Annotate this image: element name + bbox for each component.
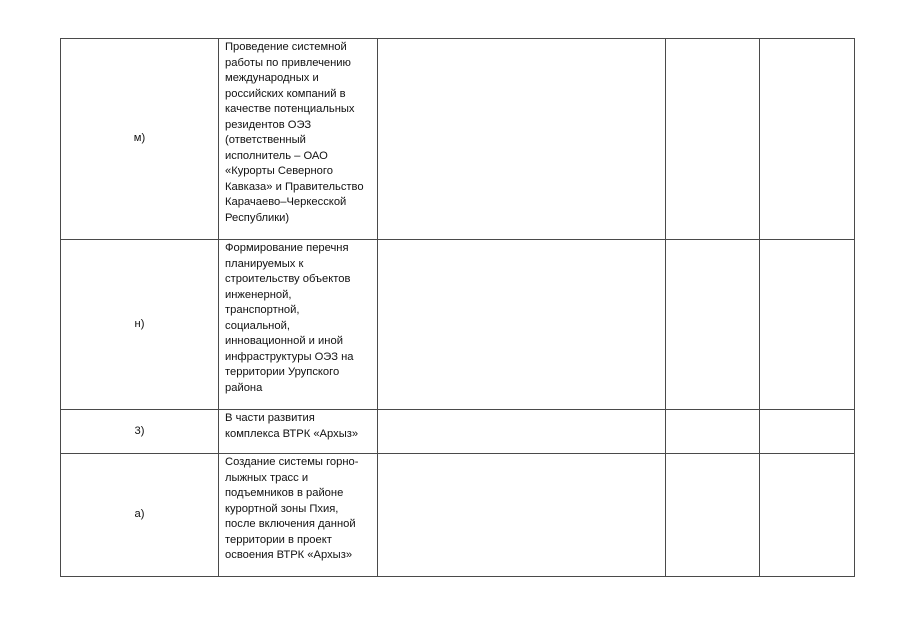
row-description-cell: [219, 454, 378, 577]
row-number-cell: а): [61, 454, 219, 577]
row-description-cell: [219, 39, 378, 240]
row-description-text: В части развития комплекса ВТРК «Архыз»: [225, 412, 359, 440]
row-number-cell: н): [61, 240, 219, 410]
empty-cell: [666, 454, 760, 577]
table-row: [61, 454, 855, 577]
row-description-cell: [219, 240, 378, 410]
row-description-cell: [219, 410, 378, 454]
table-row: [61, 410, 855, 454]
empty-cell: [760, 410, 855, 454]
row-number-cell: 3): [61, 410, 219, 454]
empty-cell: [666, 410, 760, 454]
table-row: [61, 240, 855, 410]
empty-cell: [760, 240, 855, 410]
empty-cell: [378, 410, 666, 454]
empty-cell: [666, 39, 760, 240]
row-description-text: Формирование перечня планируемых к строительству объектов инженерной, транспортной, социальной, инновационной и иной инфраструктуры ОЭЗ на территории Урупского района: [225, 242, 354, 394]
table-row: [61, 39, 855, 240]
empty-cell: [378, 454, 666, 577]
row-description-text: Проведение системной работы по привлечению международных и российских компаний в качестве потенциальных резидентов ОЭЗ (ответственный исполнитель – ОАО «Курорты Северного Кавказа» и Правительство Карачаево–Черкесской Республики): [225, 41, 364, 224]
row-number-cell: м): [61, 39, 219, 240]
empty-cell: [760, 454, 855, 577]
empty-cell: [378, 240, 666, 410]
empty-cell: [666, 240, 760, 410]
document-table: [60, 38, 855, 577]
empty-cell: [378, 39, 666, 240]
row-description-text: Создание системы горно- лыжных трасс и подъемников в районе курортной зоны Пхия, после включения данной территории в проект освоения ВТРК «Архыз»: [225, 456, 359, 561]
empty-cell: [760, 39, 855, 240]
